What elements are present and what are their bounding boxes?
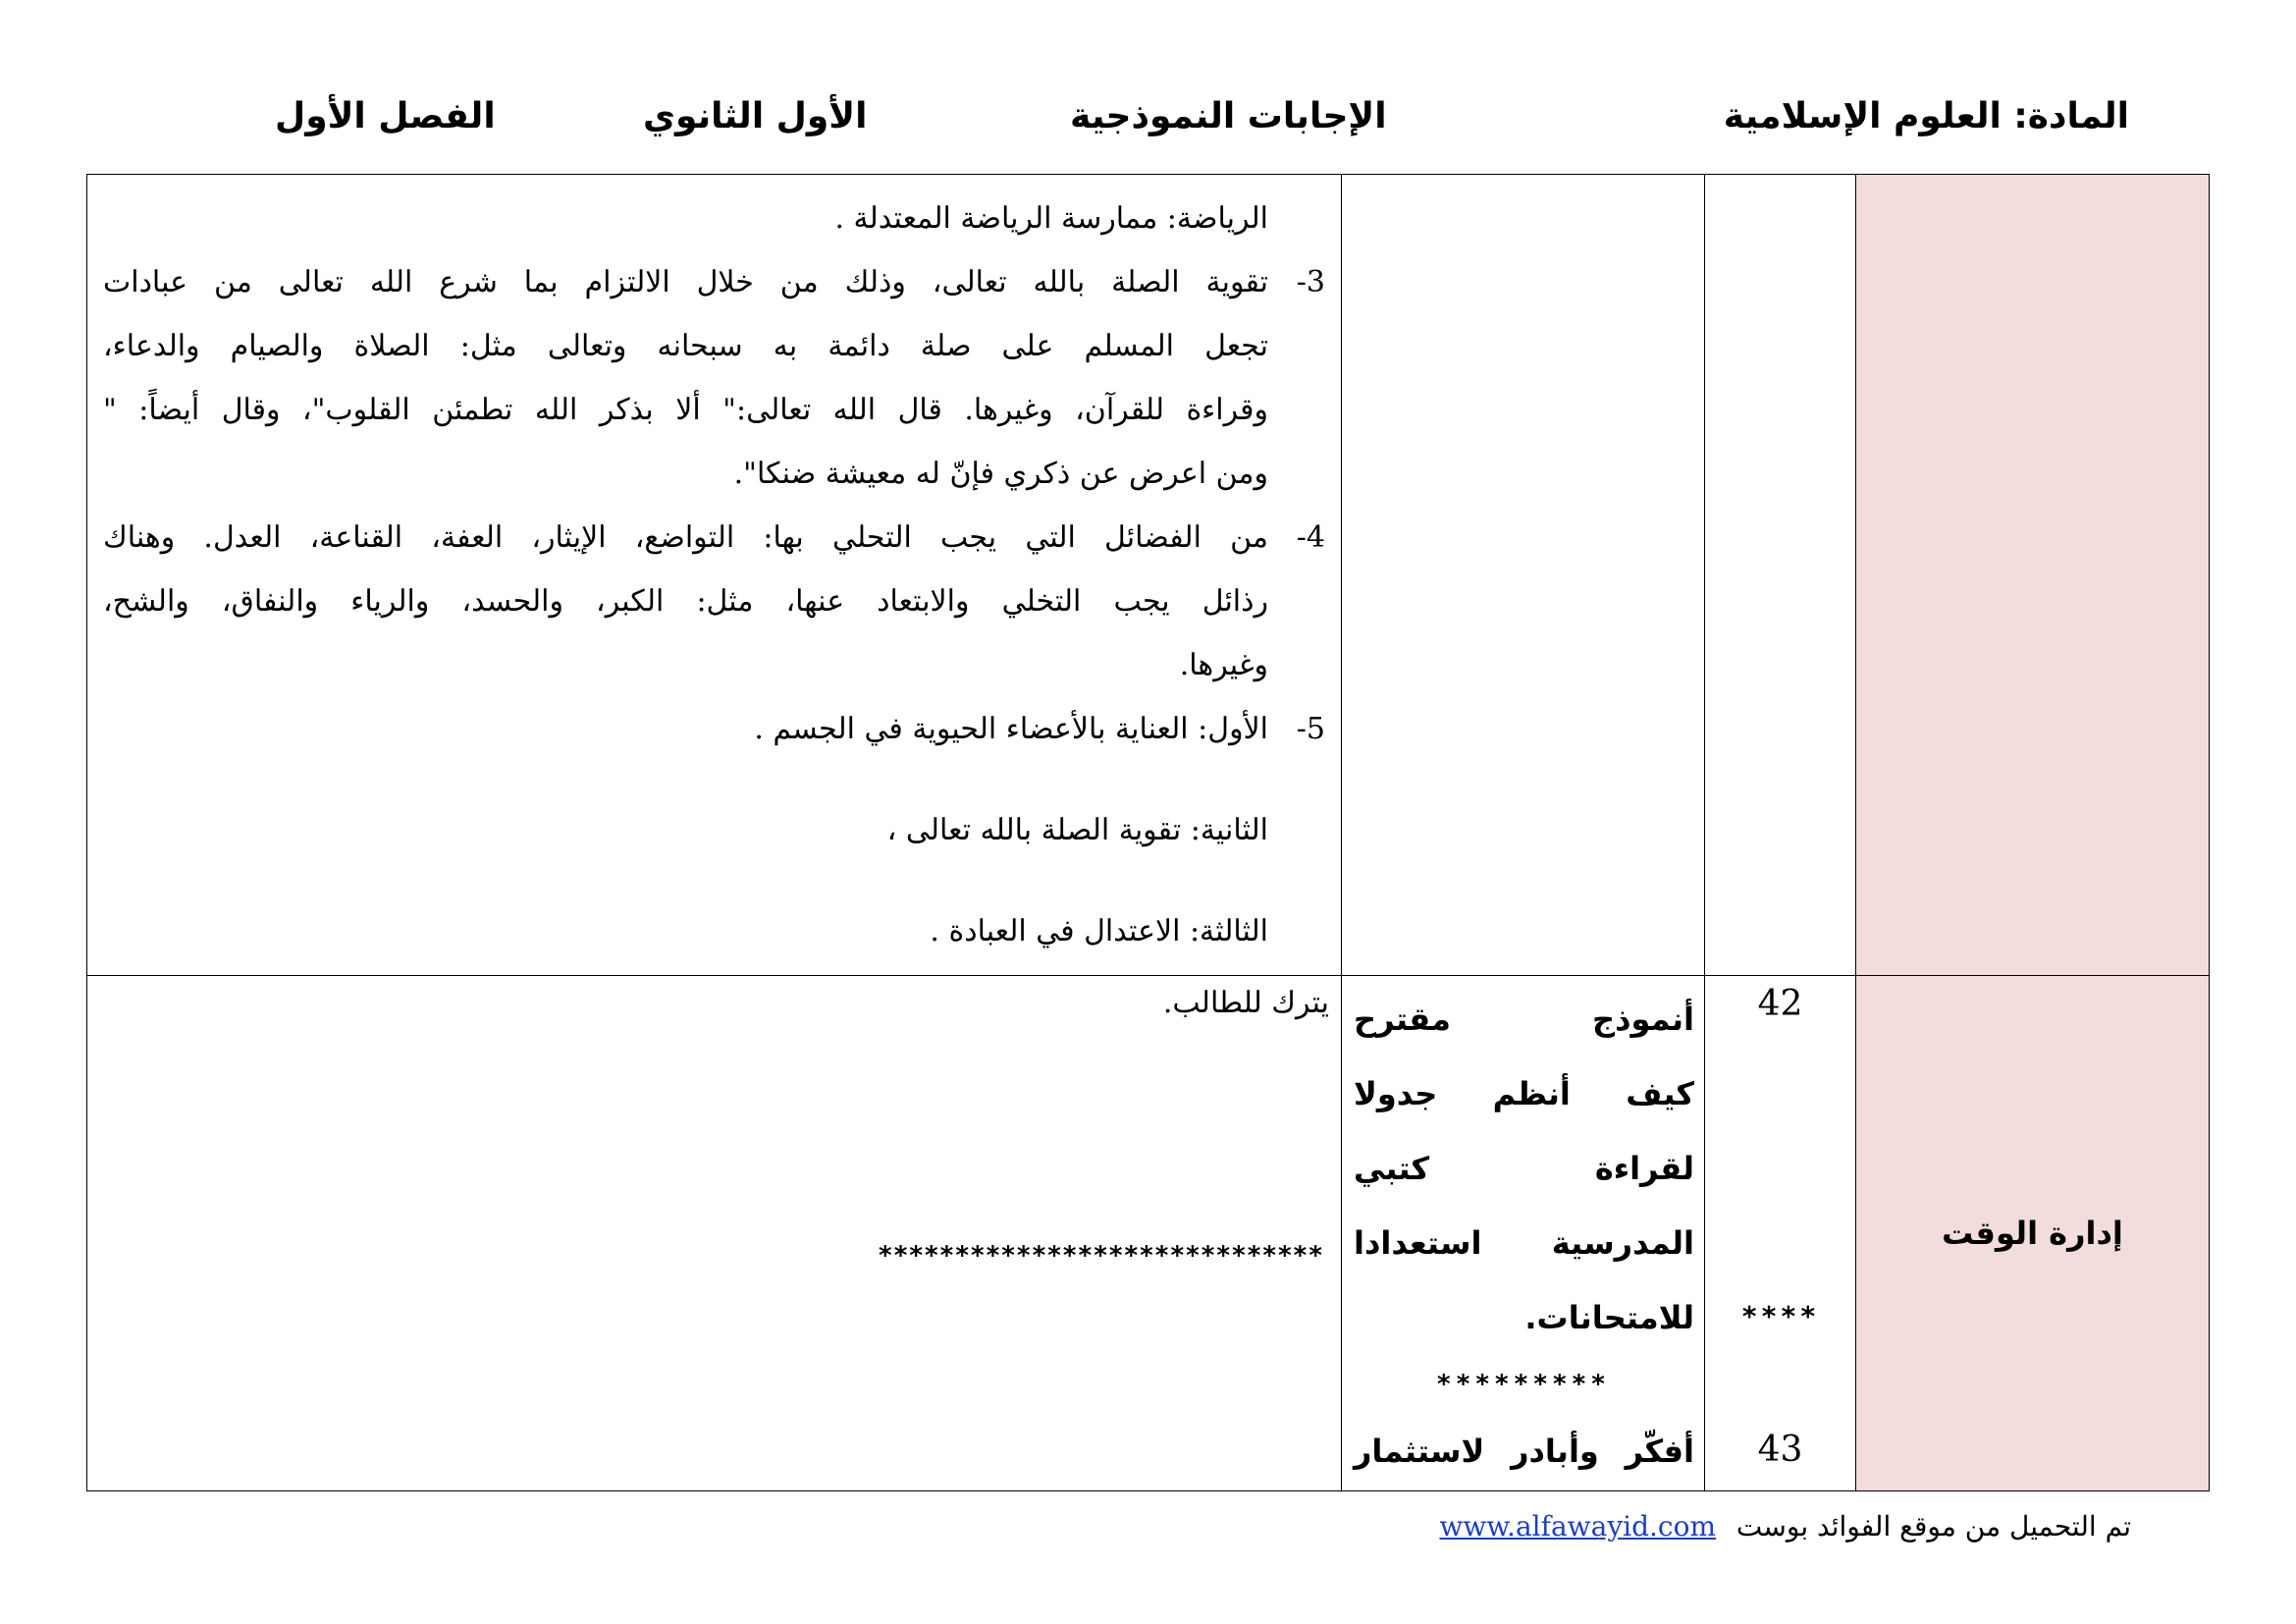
answer-item-5: [103, 697, 1325, 761]
answer-item-3: [103, 250, 1325, 314]
number-stars: ****: [1740, 1300, 1820, 1332]
answer-line: الثانية: تقوية الصلة بالله تعالى ،: [886, 813, 1268, 847]
answer-cell: [87, 175, 1342, 976]
item-number: 5-: [1296, 712, 1325, 746]
footer-link[interactable]: www.alfawayid.com: [1439, 1510, 1716, 1543]
question-line: أفكّر وأبادر لاستثمار: [1354, 1433, 1694, 1470]
answer-cell: [87, 976, 1342, 1491]
question-line: لقراءة كتبي: [1354, 1150, 1694, 1187]
answer-line: تقوية الصلة بالله تعالى، وذلك من خلال الالتزام بما شرع الله تعالى من عبادات: [103, 265, 1268, 299]
footer: [1439, 1510, 2131, 1543]
question-line: للامتحانات.: [1524, 1299, 1694, 1336]
answer-line: رذائل يجب التخلي والابتعاد عنها، مثل: الكبر، والحسد، والرياء والنفاق، والشح،: [103, 584, 1268, 619]
footer-text: تم التحميل من موقع الفوائد بوست: [1735, 1510, 2131, 1543]
number-cell: [1705, 976, 1856, 1491]
question-cell: [1342, 175, 1705, 976]
answers-table: [86, 174, 2210, 1491]
answer-line: الأول: العناية بالأعضاء الحيوية في الجسم .: [754, 712, 1268, 746]
answer-line: وغيرها.: [1179, 648, 1268, 682]
answer-text: [87, 175, 1341, 975]
topic-label: إدارة الوقت: [1942, 1215, 2123, 1252]
question-text: [1342, 1414, 1704, 1489]
question-stars: *********: [1436, 1370, 1610, 1399]
subject-title: المادة: العلوم الإسلامية: [1723, 96, 2129, 136]
topic-cell: [1856, 175, 2210, 976]
question-line: كيف أنظم جدولا: [1354, 1075, 1694, 1112]
table-row: [87, 175, 2210, 976]
answer-item-4: [103, 506, 1325, 569]
question-number: 43: [1757, 1430, 1803, 1470]
answer-line: من الفضائل التي يجب التحلي بها: التواضع، الإيثار، العفة، القناعة، العدل. وهناك: [103, 520, 1268, 555]
answer-line: ومن اعرض عن ذكري فإنّ له معيشة ضنكا".: [733, 457, 1268, 491]
answer-line: الثالثة: الاعتدال في العبادة .: [930, 914, 1268, 948]
table-row: [87, 976, 2210, 1491]
answer-stars: *****************************: [878, 1241, 1323, 1271]
term-label: الفصل الأول: [275, 96, 496, 136]
question-cell: [1342, 976, 1705, 1491]
number-cell: [1705, 175, 1856, 976]
question-line: أنموذج مقترح: [1354, 1001, 1694, 1038]
question-line: المدرسية استعدادا: [1354, 1224, 1694, 1262]
answer-line: الرياضة: ممارسة الرياضة المعتدلة .: [834, 201, 1268, 236]
question-text: [1342, 976, 1704, 1355]
item-number: 4-: [1296, 520, 1325, 555]
answer-text: يترك للطالب.: [1162, 986, 1329, 1020]
grade-label: الأول الثانوي: [643, 96, 868, 136]
document-title: الإجابات النموذجية: [1070, 96, 1387, 136]
question-number: 42: [1757, 984, 1803, 1024]
answer-line: وقراءة للقرآن، وغيرها. قال الله تعالى:" ألا بذكر الله تطمئن القلوب"، وقال أيضاً: ": [103, 393, 1268, 427]
item-number: 3-: [1296, 265, 1325, 299]
topic-cell: [1856, 976, 2210, 1491]
answer-line: تجعل المسلم على صلة دائمة به سبحانه وتعالى مثل: الصلاة والصيام والدعاء،: [103, 329, 1268, 363]
